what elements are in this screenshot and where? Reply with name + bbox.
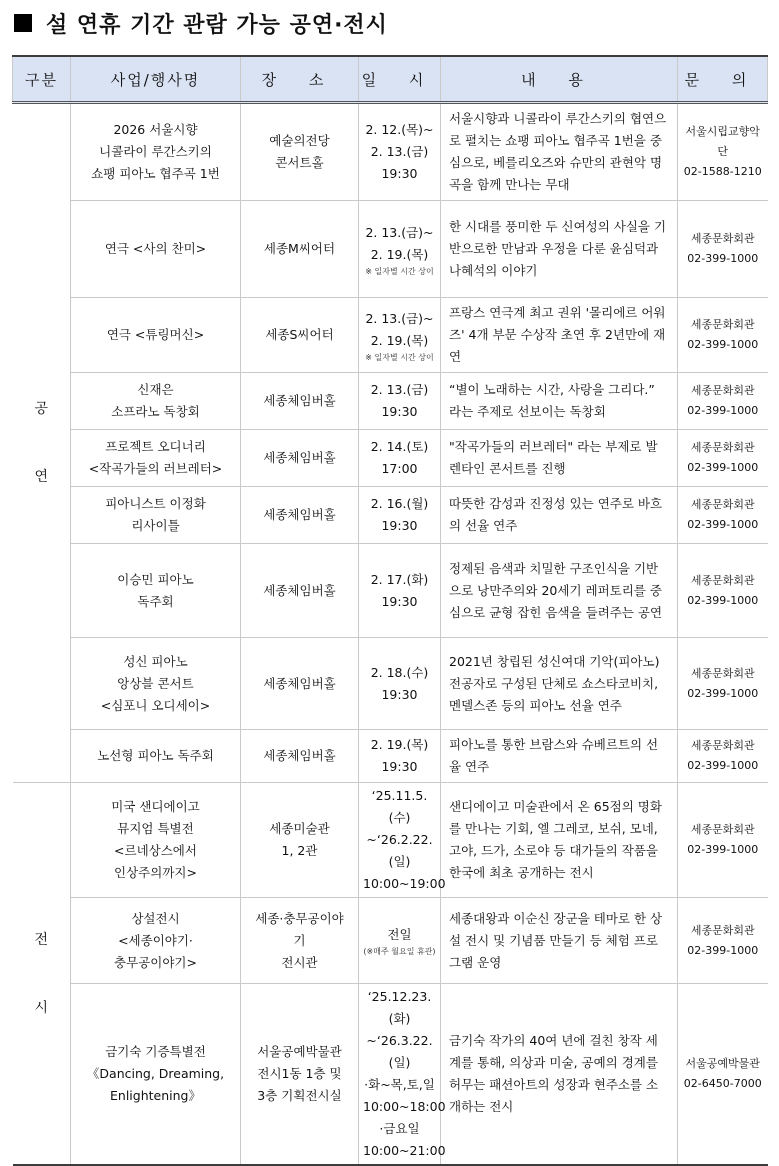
datetime (359, 783, 446, 898)
table-row (13, 298, 768, 373)
table-row (13, 544, 768, 638)
venue: 서울공예박물관 전시1동 1층 및 3층 기획전시실 (241, 984, 359, 1166)
event-name: 피아니스트 이정화 리사이틀 (71, 487, 241, 544)
table-row (13, 984, 768, 1166)
page-title-text: 설 연휴 기간 관람 가능 공연·전시 (46, 12, 388, 38)
table-row (13, 638, 768, 730)
datetime-note: ※ 일자별 시간 상이 (365, 352, 434, 362)
table-row (13, 201, 768, 298)
datetime-text: ‘25.11.5.(수) ~‘26.2.22.(일) 10:00~19:00 (363, 788, 446, 891)
datetime (359, 984, 446, 1166)
table-row (13, 730, 768, 783)
event-name: 상설전시 <세종이야기· 충무공이야기> (71, 898, 241, 984)
inquiry: 세종문화회관 02-399-1000 (678, 298, 768, 373)
datetime-text: 2. 13.(금)~ 2. 19.(목) (365, 310, 434, 348)
header-category: 구분 (13, 56, 71, 103)
datetime (359, 638, 441, 730)
table-row (13, 430, 768, 487)
category-performance: 공 연 (13, 103, 71, 783)
venue: 세종미술관 1, 2관 (241, 783, 359, 898)
inquiry: 세종문화회관 02-399-1000 (678, 430, 768, 487)
venue: 세종체임버홀 (241, 638, 359, 730)
page-title (14, 6, 388, 40)
datetime (359, 730, 441, 783)
venue: 세종·충무공이야 기 전시관 (241, 898, 359, 984)
venue: 예술의전당 콘서트홀 (241, 103, 359, 201)
venue: 세종체임버홀 (241, 730, 359, 783)
datetime (359, 298, 441, 373)
venue: 세종체임버홀 (241, 487, 359, 544)
event-name: 연극 <사의 찬미> (71, 201, 241, 298)
datetime (359, 544, 441, 638)
header-datetime: 일 시 (359, 56, 441, 103)
inquiry: 세종문화회관 02-399-1000 (678, 373, 768, 430)
content: “별이 노래하는 시간, 사랑을 그리다.” 라는 주제로 선보이는 독창회 (441, 373, 678, 430)
header-row (13, 56, 768, 103)
table-row (13, 783, 768, 898)
content: 2021년 창립된 성신여대 기악(피아노) 전공자로 구성된 단체로 쇼스타코비치, 멘델스존 등의 피아노 선율 연주 (441, 638, 678, 730)
datetime (359, 487, 441, 544)
datetime-text: ‘25.12.23.(화) ~‘26.3.22.(일) ·화~목,토,일 10:00~18:00 ·금요일 10:00~21:00 (363, 989, 446, 1158)
inquiry: 세종문화회관 02-399-1000 (678, 201, 768, 298)
category-exhibition: 전 시 (13, 783, 71, 1166)
inquiry: 세종문화회관 02-399-1000 (678, 544, 768, 638)
inquiry: 세종문화회관 02-399-1000 (678, 898, 768, 984)
datetime (359, 201, 441, 298)
event-name: 성신 피아노 앙상블 콘서트 <심포니 오디세이> (71, 638, 241, 730)
datetime (359, 430, 441, 487)
venue: 세종M씨어터 (241, 201, 359, 298)
table-row (13, 373, 768, 430)
inquiry: 세종문화회관 02-399-1000 (678, 487, 768, 544)
content: 프랑스 연극계 최고 권위 '몰리에르 어워즈' 4개 부문 수상작 초연 후 2년만에 재연 (441, 298, 678, 373)
content: 세종대왕과 이순신 장군을 테마로 한 상설 전시 및 기념품 만들기 등 체험 프로그램 운영 (441, 898, 678, 984)
header-event-name: 사업/행사명 (71, 56, 241, 103)
schedule-table (12, 55, 768, 1166)
content: 샌디에이고 미술관에서 온 65점의 명화를 만나는 기회, 엘 그레코, 보쉬, 모네, 고야, 드가, 소로야 등 대가들의 작품을 한국에 최초 공개하는 전시 (441, 783, 678, 898)
inquiry: 서울시립교향악단 02-1588-1210 (678, 103, 768, 201)
datetime-text: 2. 13.(금)~ 2. 19.(목) (365, 224, 434, 262)
datetime-text: 2. 16.(월) 19:30 (370, 496, 429, 533)
header-venue: 장 소 (241, 56, 359, 103)
venue: 세종체임버홀 (241, 544, 359, 638)
datetime-note: (※매주 월요일 휴관) (363, 947, 436, 956)
event-name: 금기숙 기증특별전 《Dancing, Dreaming, Enlightening》 (71, 984, 241, 1166)
inquiry: 서울공예박물관 02-6450-7000 (678, 984, 768, 1166)
inquiry: 세종문화회관 02-399-1000 (678, 730, 768, 783)
header-content: 내 용 (441, 56, 678, 103)
event-name: 노선형 피아노 독주회 (71, 730, 241, 783)
event-name: 2026 서울시향 니콜라이 루간스키의 쇼팽 피아노 협주곡 1번 (71, 103, 241, 201)
datetime-note: ※ 일자별 시간 상이 (365, 266, 434, 276)
event-name: 신재은 소프라노 독창회 (71, 373, 241, 430)
event-name: 연극 <튜링머신> (71, 298, 241, 373)
datetime-text: 2. 19.(목) 19:30 (370, 737, 429, 774)
datetime-text: 2. 17.(화) 19:30 (370, 571, 429, 609)
event-name: 미국 샌디에이고 뮤지엄 특별전 <르네상스에서 인상주의까지> (71, 783, 241, 898)
inquiry: 세종문화회관 02-399-1000 (678, 638, 768, 730)
content: 금기숙 작가의 40여 년에 걸친 창작 세계를 통해, 의상과 미술, 공예의 경계를 허무는 패션아트의 성장과 현주소를 소개하는 전시 (441, 984, 678, 1166)
datetime (359, 898, 441, 984)
table-row (13, 487, 768, 544)
datetime-text: 2. 13.(금) 19:30 (370, 382, 429, 419)
event-name: 프로젝트 오디너리 <작곡가들의 러브레터> (71, 430, 241, 487)
datetime (359, 373, 441, 430)
content: 한 시대를 풍미한 두 신여성의 사실을 기반으로한 만남과 우정을 다룬 윤심덕과 나혜석의 이야기 (441, 201, 678, 298)
event-name: 이승민 피아노 독주회 (71, 544, 241, 638)
square-bullet-icon (14, 14, 32, 32)
inquiry: 세종문화회관 02-399-1000 (678, 783, 768, 898)
datetime-text: 2. 18.(수) 19:30 (370, 664, 429, 702)
content: 따뜻한 감성과 진정성 있는 연주로 바흐의 선율 연주 (441, 487, 678, 544)
venue: 세종체임버홀 (241, 430, 359, 487)
datetime-text: 2. 12.(목)~ 2. 13.(금) 19:30 (365, 122, 434, 181)
content: 피아노를 통한 브람스와 슈베르트의 선율 연주 (441, 730, 678, 783)
header-inquiry: 문 의 (678, 56, 768, 103)
table-row (13, 103, 768, 201)
datetime (359, 103, 441, 201)
datetime-text: 전일 (387, 927, 412, 942)
datetime-text: 2. 14.(토) 17:00 (370, 439, 429, 476)
content: 정제된 음색과 치밀한 구조인식을 기반으로 낭만주의와 20세기 레퍼토리를 중심으로 균형 잡힌 음색을 들려주는 공연 (441, 544, 678, 638)
venue: 세종체임버홀 (241, 373, 359, 430)
venue: 세종S씨어터 (241, 298, 359, 373)
table-row (13, 898, 768, 984)
content: "작곡가들의 러브레터" 라는 부제로 발렌타인 콘서트를 진행 (441, 430, 678, 487)
content: 서울시향과 니콜라이 루간스키의 협연으로 펼치는 쇼팽 피아노 협주곡 1번을 중심으로, 베를리오즈와 슈만의 관현악 명곡을 함께 만나는 무대 (441, 103, 678, 201)
